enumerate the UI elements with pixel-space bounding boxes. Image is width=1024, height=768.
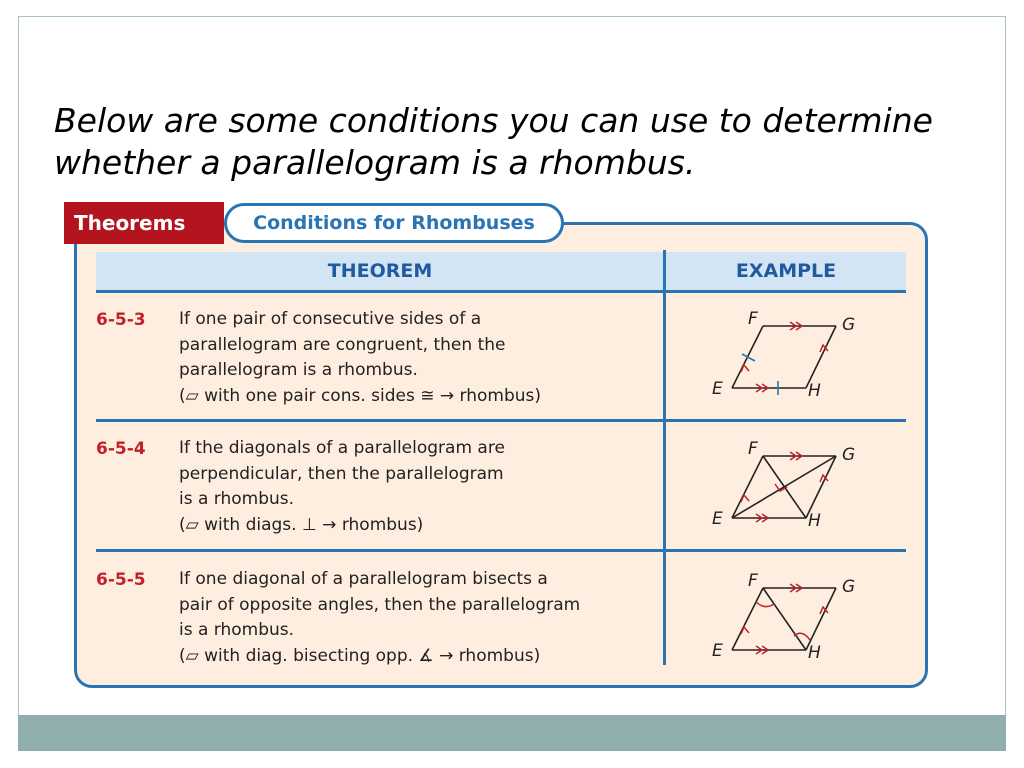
example-figure-2 <box>666 422 906 552</box>
theorem-statement <box>179 567 659 669</box>
theorem-statement <box>179 436 659 538</box>
theorems-tag: Theorems <box>64 202 224 244</box>
footer-band <box>18 715 1006 751</box>
theorem-line: pair of opposite angles, then the parallelogram <box>179 594 581 615</box>
column-header-theorem: THEOREM <box>96 252 664 293</box>
theorem-line: is a rhombus. <box>179 620 295 640</box>
theorem-line: perpendicular, then the parallelogram <box>179 463 504 484</box>
box-title: Conditions for Rhombuses <box>224 203 564 243</box>
rhombus-diagram <box>666 422 906 548</box>
vertex-label-g: G <box>842 445 856 465</box>
theorem-line: If the diagonals of a parallelogram are <box>179 438 505 458</box>
vertex-label-g: G <box>842 577 856 597</box>
rhombus-diagram <box>666 554 906 680</box>
theorem-statement <box>179 307 659 409</box>
vertex-label-f: F <box>748 309 758 329</box>
vertex-label-e: E <box>712 379 723 399</box>
intro-line-1: Below are some conditions you can use to determine <box>54 101 933 140</box>
theorem-line: parallelogram is a rhombus. <box>179 360 418 380</box>
theorem-line: is a rhombus. <box>179 489 295 509</box>
theorem-number: 6-5-4 <box>96 439 146 459</box>
theorem-line: parallelogram are congruent, then the <box>179 334 506 355</box>
intro-line-2: whether a parallelogram is a rhombus. <box>54 143 696 182</box>
example-figure-1 <box>666 292 906 422</box>
theorem-number: 6-5-3 <box>96 310 146 330</box>
intro-text <box>54 100 984 184</box>
vertex-label-e: E <box>712 641 723 661</box>
vertex-label-h: H <box>808 381 821 401</box>
example-figure-3 <box>666 554 906 684</box>
theorem-number: 6-5-5 <box>96 570 146 590</box>
theorem-line: If one pair of consecutive sides of a <box>179 309 482 329</box>
theorem-line: (▱ with diag. bisecting opp. ∡ → rhombus) <box>179 645 541 666</box>
theorem-line: (▱ with one pair cons. sides ≅ → rhombus) <box>179 385 541 406</box>
vertex-label-g: G <box>842 315 856 335</box>
vertex-label-h: H <box>808 511 821 531</box>
vertex-label-f: F <box>748 439 758 459</box>
column-header-example: EXAMPLE <box>666 252 906 293</box>
theorem-line: If one diagonal of a parallelogram bisects a <box>179 569 548 589</box>
vertex-label-f: F <box>748 571 758 591</box>
vertex-label-h: H <box>808 643 821 663</box>
theorem-line: (▱ with diags. ⊥ → rhombus) <box>179 514 424 535</box>
vertex-label-e: E <box>712 509 723 529</box>
rhombus-diagram <box>666 292 906 418</box>
